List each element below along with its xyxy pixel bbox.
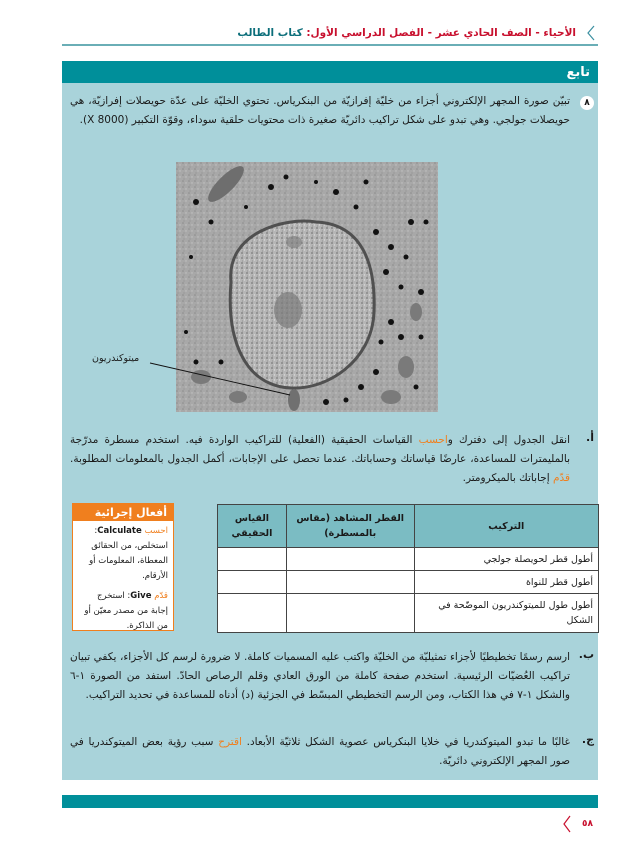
section-label: تابع xyxy=(566,64,590,80)
page-number: ٥٨ xyxy=(582,819,593,829)
part-b-text: ارسم رسمًا تخطيطيًا لأجزاء تمثيليّة من الخليّة واكتب عليه المسميات كاملة. لا ضرورة لرسم كل الأجزاء، يكفي تبيان تراكيب العُضيّات الرئيسية. استخدم صفحة كاملة من الورق العادي وقلم الرصاص الحادّ. استفد من الصورة ١-٦ والشكل ١-٧ في هذا الكتاب، ومن الرسم التخطيطي المبسّط في الجزئية (د) أدناه للمساعدة في تحديد التراكيب. xyxy=(70,651,570,701)
cell-structure: أطول قطر للنواة xyxy=(414,571,598,594)
command-word-entry xyxy=(78,589,168,634)
header-observed-diameter: القطر المشاهد (مقاس بالمسطرة) xyxy=(286,505,414,548)
command-verb: احسب xyxy=(144,526,168,536)
header-structure: التركيب xyxy=(414,505,598,548)
part-b-letter: ب. xyxy=(578,648,594,661)
part-c-text-1: غالبًا ما تبدو الميتوكندريا في خلايا البنكرياس عصوية الشكل ثلاثيّة الأبعاد. xyxy=(241,736,571,748)
cell-structure: أطول طول للميتوكندريون الموضّحة في الشكل xyxy=(414,594,598,633)
question-number-badge: ٨ xyxy=(580,96,594,110)
cell-observed[interactable] xyxy=(286,594,414,633)
part-c-letter: ج. xyxy=(581,733,594,746)
header-actual-size: القياس الحقيقي xyxy=(218,505,287,548)
question-intro: تبيّن صورة المجهر الإلكتروني أجزاء من خليّة إفرازيّة من البنكرياس. تحتوي الخليّة على عدّة حويصلات إفرازيّة، هي حويصلات جولجي. وهي تبدو على شكل تراكيب دائريّة صغيرة ذات محتويات حلقية سوداء، وقوّة التكبير (8000 X). xyxy=(70,95,570,126)
part-c-text xyxy=(70,733,570,771)
command-definition: : استخلص، من الحقائق المعطاة، المعلومات أو الأرقام. xyxy=(89,526,168,581)
verb-give: قدّم xyxy=(552,472,570,484)
table-row xyxy=(218,548,599,571)
book-title-subject: الأحياء - الصف الحادي عشر - الفصل الدراسي الأول: xyxy=(306,27,576,39)
mitochondrion-label: ميتوكندريون xyxy=(92,353,140,364)
cell-actual[interactable] xyxy=(218,594,287,633)
command-english: Give xyxy=(130,591,152,601)
table-row xyxy=(218,571,599,594)
part-a-text xyxy=(70,431,570,488)
page-header xyxy=(62,22,598,46)
cell-actual[interactable] xyxy=(218,571,287,594)
chevron-left-icon[interactable] xyxy=(562,815,572,833)
electron-micrograph-image xyxy=(176,162,438,412)
cell-actual[interactable] xyxy=(218,548,287,571)
book-title-type: كتاب الطالب xyxy=(237,27,307,39)
part-a-letter: أ. xyxy=(586,431,594,444)
cell-structure: أطول قطر لحويصلة جولجي xyxy=(414,548,598,571)
part-c-text-2: سبب رؤية بعض الميتوكندريا في صور المجهر الإلكتروني دائريّة. xyxy=(70,736,570,767)
verb-suggest: اقترح xyxy=(218,736,242,748)
verb-calculate: احسب xyxy=(418,434,448,446)
section-bar xyxy=(62,61,598,83)
cell-observed[interactable] xyxy=(286,548,414,571)
footer-bar xyxy=(62,795,598,808)
table-row xyxy=(218,594,599,633)
measurement-table xyxy=(217,504,599,633)
command-verb: قدّم xyxy=(154,591,168,601)
page-navigation xyxy=(562,815,593,833)
part-a-text-1: انقل الجدول إلى دفترك و xyxy=(447,434,571,446)
book-title xyxy=(237,27,576,39)
chevron-left-icon[interactable] xyxy=(586,25,596,41)
command-words-box xyxy=(72,503,174,631)
cell-observed[interactable] xyxy=(286,571,414,594)
command-word-entry xyxy=(78,524,168,584)
micrograph-drawing xyxy=(176,162,438,412)
command-definition: : استخرج إجابة من مصدر معيّن أو من الذاكرة. xyxy=(84,591,168,631)
command-english: Calculate xyxy=(97,526,142,536)
table-header-row xyxy=(218,505,599,548)
command-words-title: أفعال إجرائية xyxy=(73,504,173,521)
part-a-text-3: إجاباتك بالميكرومتر. xyxy=(462,472,553,484)
part-a-text-2: القياسات الحقيقية (الفعلية) للتراكيب الواردة فيه. استخدم مسطرة مدرّجة بالمليمترات للمساعدة، عارضًا قياساتك وحساباتك. عندما تحصل على الإجابات، أكمل الجدول بالمعلومات المطلوبة. xyxy=(70,434,570,465)
